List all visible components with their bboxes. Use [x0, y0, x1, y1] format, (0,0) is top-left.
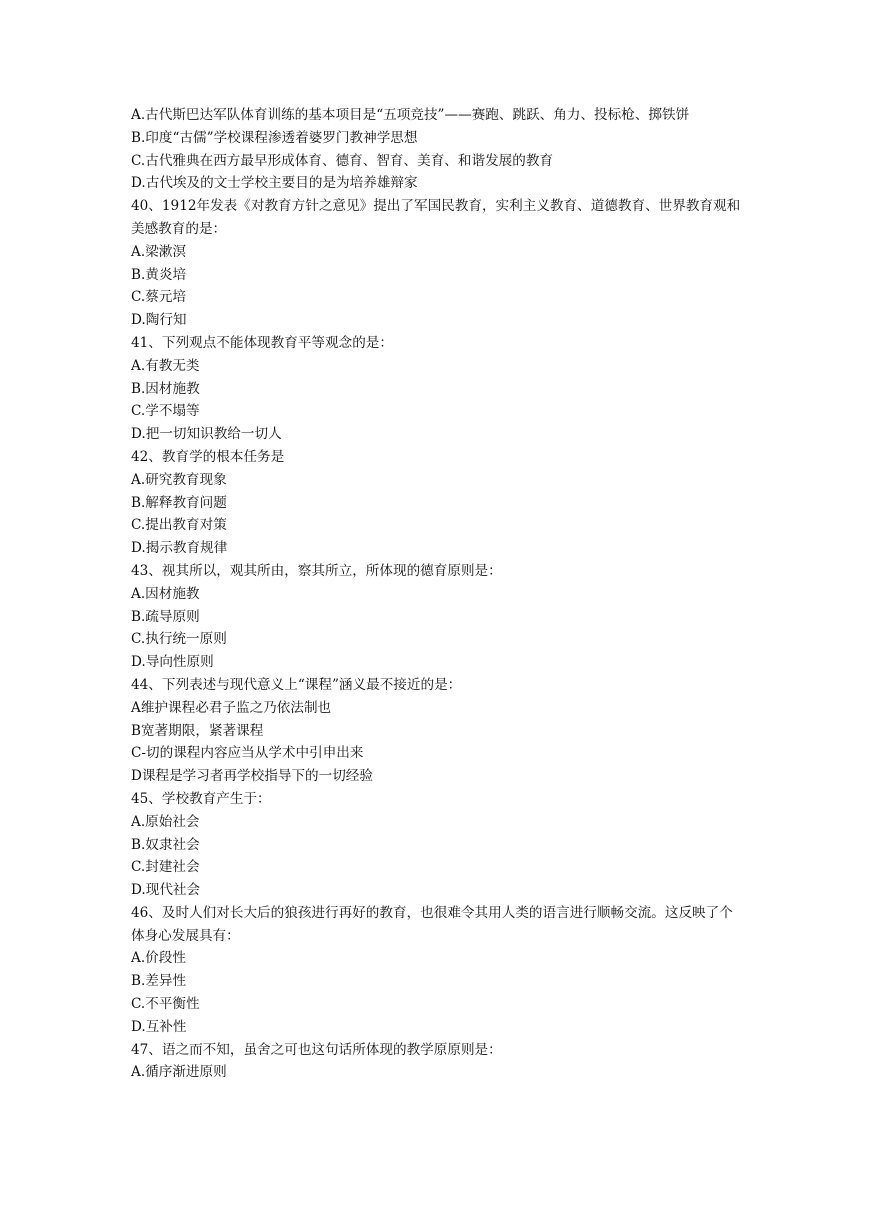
question-44: 44、下列表述与现代意义上“课程”涵义最不接近的是：	[131, 676, 462, 693]
q42-option-c: C.提出教育对策	[131, 517, 227, 534]
q46-option-d: D.互补性	[131, 1018, 187, 1035]
q43-option-b: B.疏导原则	[131, 608, 200, 625]
q47-option-a: A.循序渐进原则	[131, 1064, 227, 1081]
q40-option-b: B.黄炎培	[131, 266, 187, 283]
q42-option-b: B.解释教育问题	[131, 494, 227, 511]
q40-option-c: C.蔡元培	[131, 289, 187, 306]
option-b-india: B.印度“古儒”学校课程渗透着婆罗门教神学思想	[131, 129, 418, 146]
q43-option-a: A.因材施教	[131, 585, 200, 602]
q44-option-d: D课程是学习者再学校指导下的一切经验	[131, 768, 373, 785]
option-c-athens: C.古代雅典在西方最早形成体育、德育、智育、美育、和谐发展的教育	[131, 152, 554, 169]
q43-option-d: D.导向性原则	[131, 654, 214, 671]
q44-option-a: A维护课程必君子监之乃依法制也	[131, 699, 332, 716]
question-41: 41、下列观点不能体现教育平等观念的是：	[131, 334, 393, 351]
question-45: 45、学校教育产生于：	[131, 790, 271, 807]
question-42: 42、教育学的根本任务是	[131, 448, 285, 465]
q45-option-b: B.奴隶社会	[131, 836, 200, 853]
question-46: 46、及时人们对长大后的狼孩进行再好的教育，也很难令其用人类的语言进行顺畅交流。这反映了个体身心发展具有：	[131, 904, 733, 944]
document-page	[131, 104, 743, 1084]
q46-option-c: C.不平衡性	[131, 996, 200, 1013]
q42-option-d: D.揭示教育规律	[131, 540, 228, 557]
q41-option-a: A.有教无类	[131, 357, 200, 374]
q45-option-d: D.现代社会	[131, 882, 201, 899]
option-a-sparta: A.古代斯巴达军队体育训练的基本项目是“五项竞技”——赛跑、跳跃、角力、投标枪、掷铁饼	[131, 107, 690, 123]
question-47: 47、语之而不知，虽舍之可也这句话所体现的教学原原则是：	[131, 1041, 502, 1058]
question-43: 43、视其所以，观其所由，察其所立，所体现的德育原则是：	[131, 562, 502, 579]
q42-option-a: A.研究教育现象	[131, 471, 227, 488]
question-40: 40、1912年发表《对教育方针之意见》提出了军国民教育，实利主义教育、道德教育、世界教育观和美感教育的是：	[131, 198, 741, 237]
q46-option-b: B.差异性	[131, 973, 187, 990]
q43-option-c: C.执行统一原则	[131, 631, 227, 648]
q40-option-a: A.梁漱溟	[131, 243, 186, 260]
q46-option-a: A.价段性	[131, 950, 186, 967]
q41-option-c: C.学不塌等	[131, 403, 200, 420]
q41-option-d: D.把一切知识教给一切人	[131, 426, 282, 443]
q41-option-b: B.因材施教	[131, 380, 200, 397]
q44-option-b: B宽著期限，紧著课程	[131, 722, 264, 739]
q45-option-c: C.封建社会	[131, 859, 200, 876]
q40-option-d: D.陶行知	[131, 312, 187, 329]
option-d-egypt: D.古代埃及的文士学校主要目的是为培养雄辩家	[131, 175, 418, 192]
q44-option-c: C-切的课程内容应当从学术中引申出来	[131, 745, 364, 762]
q45-option-a: A.原始社会	[131, 813, 200, 830]
